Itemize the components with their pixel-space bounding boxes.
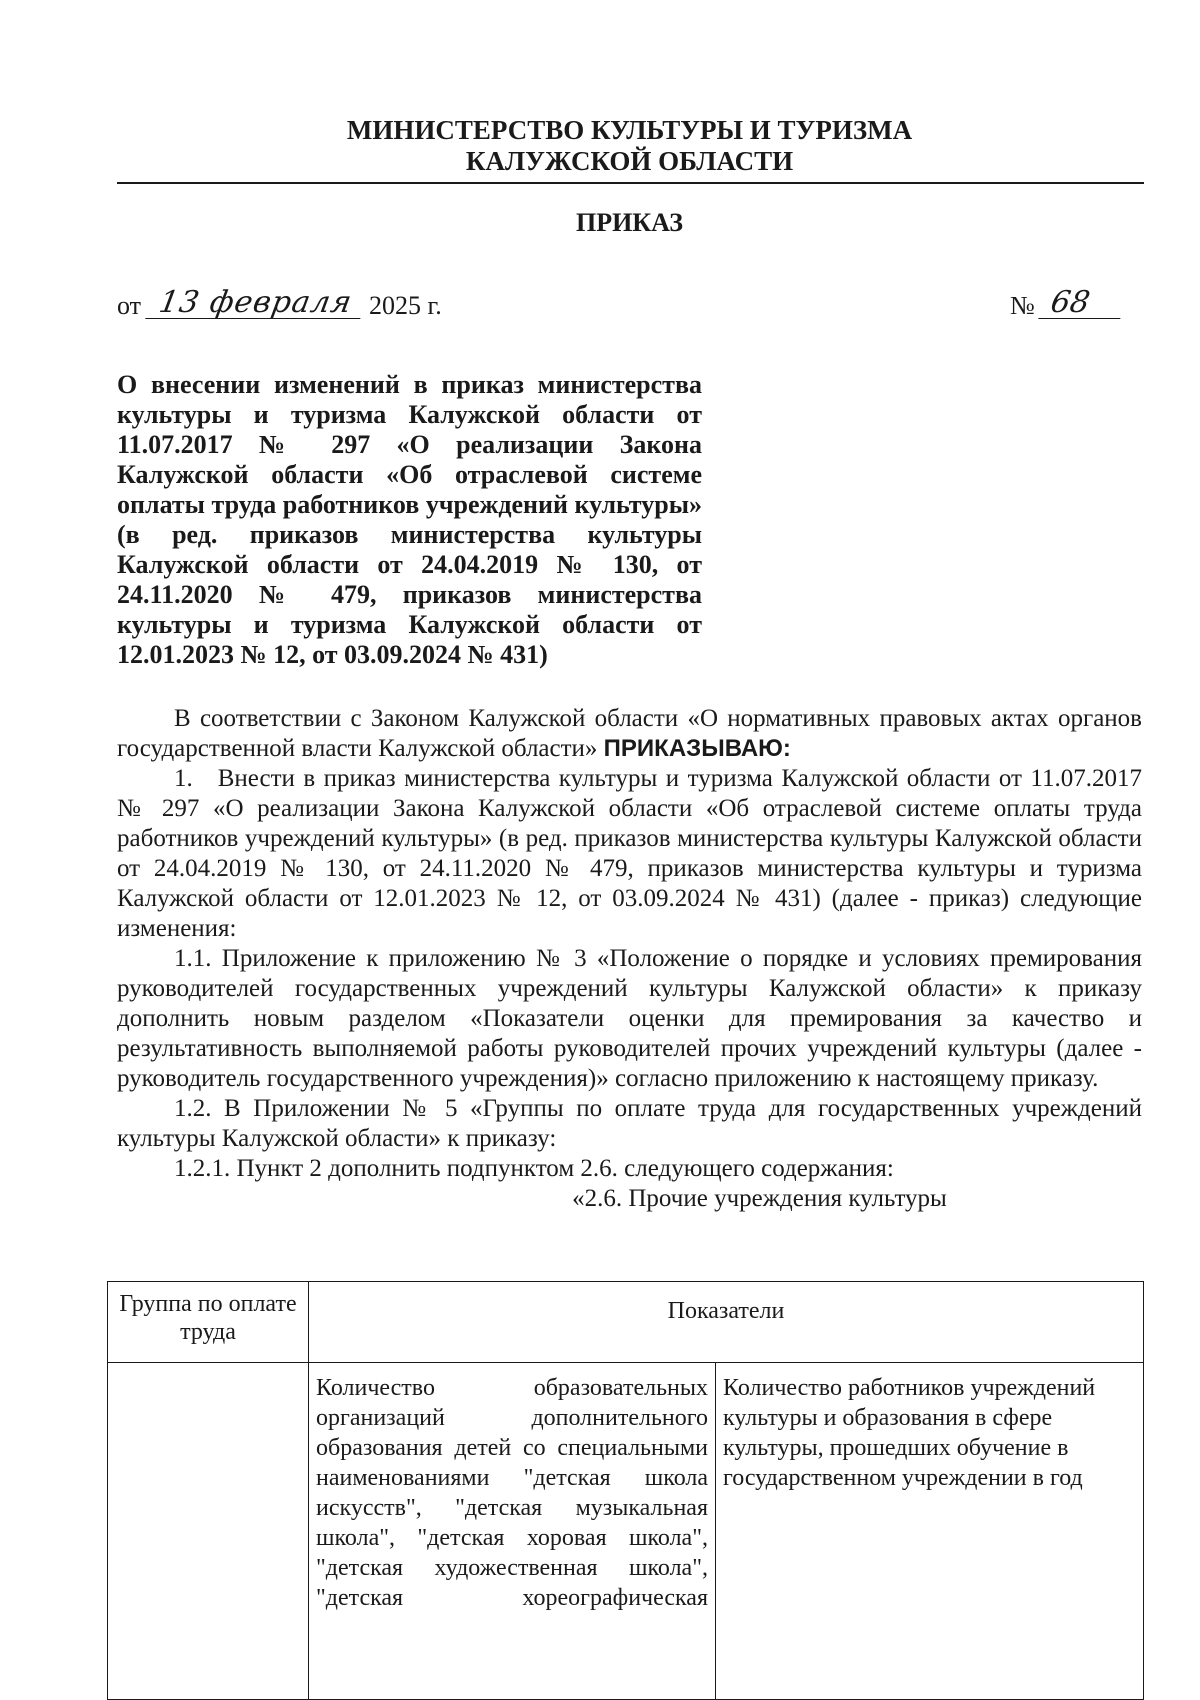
ministry-name-line1: МИНИСТЕРСТВО КУЛЬТУРЫ И ТУРИЗМА [346,115,913,145]
table-row [108,1363,1144,1700]
preamble-text: В соответствии с Законом Калужской области «О нормативных правовых актах органов государственной власти Калужской области» [117,705,1142,762]
pay-groups-table [107,1281,1144,1700]
paragraph-1: 1. Внести в приказ министерства культуры и туризма Калужской области от 11.07.2017 № 297 «О реализации Закона Калужской области «Об отраслевой системе оплаты труда работников учреждений культуры» (в ред. приказов министерства культуры Калужской области от 24.04.2019 № 130, от 24.11.2020 № 479, приказов министерства культуры и туризма Калужской области от 12.01.2023 № 12, от 03.09.2024 № 431) (далее - приказ) следующие изменения: [117,765,1142,942]
header-indicators-cell: Показатели [309,1282,1144,1363]
paragraph-1-2: 1.2. В Приложении № 5 «Группы по оплате труда для государственных учреждений культуры Калужской области» к приказу: [117,1095,1142,1152]
preamble-paragraph [117,704,1142,764]
group-cell [108,1363,309,1700]
header-divider [117,182,1144,184]
handwritten-date: 13 февраля [145,288,365,319]
decree-word: ПРИКАЗЫВАЮ: [603,735,791,762]
order-subject: О внесении изменений в приказ министерства культуры и туризма Калужской области от 11.07.2017 № 297 «О реализации Закона Калужской области «Об отраслевой системе оплаты труда работников учреждений культуры» (в ред. приказов министерства культуры Калужской области от 24.04.2019 № 130, от 24.11.2020 № 479, приказов министерства культуры и туризма Калужской области от 12.01.2023 № 12, от 03.09.2024 № 431) [117,370,702,669]
handwritten-number: 68 [1039,288,1126,319]
ministry-name-line2: КАЛУЖСКОЙ ОБЛАСТИ [465,146,794,176]
order-title: ПРИКАЗ [575,208,684,237]
order-date [117,285,442,321]
indicator-cell-2 [716,1363,1144,1700]
number-sign: № [1010,291,1035,320]
indicator-text-1: Количество образовательных организаций дополнительного образования детей со специальными наименованиями "детская школа искусств", "детская музыкальная школа", "детская хоровая школа", "детская художественная школа", "детская хореографическая [316,1375,708,1611]
order-body [117,704,1142,1214]
ministry-header [117,115,1142,177]
paragraph-1-1: 1.1. Приложение к приложению № 3 «Положение о порядке и условиях премирования руководителей государственных учреждений культуры Калужской области» к приказу дополнить новым разделом «Показатели оценки для премирования за качество и результативность выполняемой работы руководителей прочих учреждений культуры (далее - руководитель государственного учреждения)» согласно приложению к настоящему приказу. [117,945,1142,1092]
paragraph-1-2-1: 1.2.1. Пункт 2 дополнить подпунктом 2.6. следующего содержания: [174,1155,894,1182]
table-header-row [108,1282,1144,1363]
date-year: 2025 г. [369,291,442,320]
order-number [1010,285,1123,321]
date-prefix: от [117,291,142,320]
indicator-text-2: Количество работников учреждений культуры и образования в сфере культуры, прошедших обучение в государственном учреждении в год [723,1375,1096,1491]
header-group-cell: Группа по оплате труда [108,1282,309,1363]
indicator-cell-1 [309,1363,716,1700]
table-caption: «2.6. Прочие учреждения культуры [572,1185,947,1212]
